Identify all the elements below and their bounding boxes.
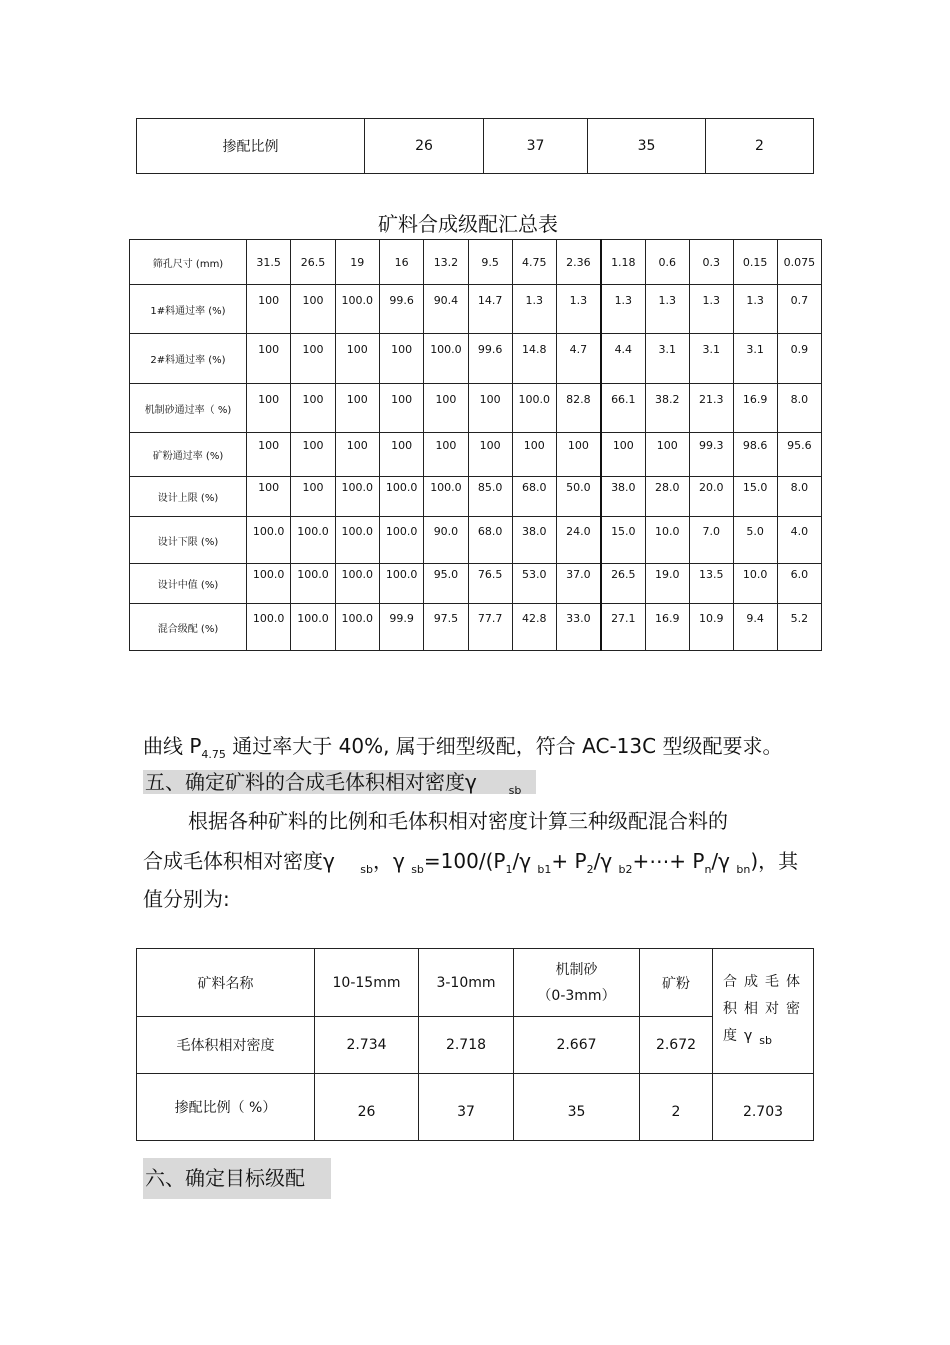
- passing-value: 19.0: [645, 564, 689, 604]
- ratio-table: [136, 118, 814, 174]
- passing-value: 10.0: [733, 564, 777, 604]
- passing-value: 100: [246, 477, 290, 517]
- passing-value: 100.0: [379, 517, 423, 564]
- text: 通过率大于 40%, 属于细型级配，符合 AC-13C 型级配要求。: [225, 734, 783, 758]
- passing-value: 42.8: [512, 604, 556, 651]
- passing-value: 5.0: [733, 517, 777, 564]
- text: /γ: [512, 849, 532, 873]
- table-row: [137, 949, 814, 1017]
- passing-value: 100: [379, 334, 423, 384]
- passing-value: 85.0: [468, 477, 512, 517]
- heading-text: 六、确定目标级配: [143, 1158, 331, 1199]
- passing-value: 15.0: [733, 477, 777, 517]
- table-row: [130, 477, 822, 517]
- row-label: 筛孔尺寸 (mm): [130, 240, 247, 285]
- sieve-size: 4.75: [512, 240, 556, 285]
- row-label: 2#料通过率 (%): [130, 334, 247, 384]
- passing-value: 100.0: [379, 477, 423, 517]
- passing-value: 7.0: [689, 517, 733, 564]
- passing-value: 100.0: [335, 564, 379, 604]
- subscript: 2: [586, 863, 594, 876]
- passing-value: 1.3: [733, 285, 777, 334]
- passing-value: 50.0: [556, 477, 600, 517]
- ratio-value: 26: [315, 1074, 419, 1141]
- synthetic-density-value: 2.703: [713, 1074, 814, 1141]
- passing-value: 100: [335, 334, 379, 384]
- text: )，其: [750, 849, 799, 873]
- passing-value: 4.4: [601, 334, 645, 384]
- row-label: 机制砂通过率（ %): [130, 384, 247, 433]
- passing-value: 100: [468, 384, 512, 433]
- text: + P: [551, 849, 587, 873]
- table-row: [137, 1017, 814, 1074]
- row-label: 设计中值 (%): [130, 564, 247, 604]
- table-row: [130, 433, 822, 477]
- passing-value: 20.0: [689, 477, 733, 517]
- passing-value: 100: [291, 433, 335, 477]
- gradation-conclusion: [143, 730, 782, 761]
- passing-value: 1.3: [689, 285, 733, 334]
- passing-value: 1.3: [601, 285, 645, 334]
- passing-value: 100: [379, 384, 423, 433]
- subscript: 4.75: [201, 748, 226, 761]
- passing-value: 10.9: [689, 604, 733, 651]
- passing-value: 0.7: [777, 285, 821, 334]
- passing-value: 9.4: [733, 604, 777, 651]
- passing-value: 68.0: [512, 477, 556, 517]
- ratio-value: 26: [365, 119, 484, 174]
- ratio-value: 37: [484, 119, 588, 174]
- density-value: 2.734: [315, 1017, 419, 1074]
- gradation-summary-table: [129, 239, 822, 651]
- table-row: [137, 1074, 814, 1141]
- formula-line: [143, 845, 798, 876]
- passing-value: 4.7: [556, 334, 600, 384]
- paragraph-line: 根据各种矿料的比例和毛体积相对密度计算三种级配混合料的: [188, 809, 728, 833]
- ratio-value: 35: [588, 119, 706, 174]
- passing-value: 100: [468, 433, 512, 477]
- passing-value: 100.0: [424, 477, 468, 517]
- sieve-size: 0.3: [689, 240, 733, 285]
- passing-value: 1.3: [556, 285, 600, 334]
- subscript: sb: [360, 863, 373, 876]
- subscript: n: [704, 863, 712, 876]
- table-row: [130, 604, 822, 651]
- ratio-value: 2: [640, 1074, 713, 1141]
- passing-value: 1.3: [512, 285, 556, 334]
- passing-value: 33.0: [556, 604, 600, 651]
- header-text: （0-3mm）: [537, 987, 616, 1004]
- passing-value: 100: [424, 384, 468, 433]
- passing-value: 100: [601, 433, 645, 477]
- density-value: 2.667: [514, 1017, 640, 1074]
- passing-value: 8.0: [777, 477, 821, 517]
- passing-value: 1.3: [645, 285, 689, 334]
- text: =100/(P: [423, 849, 506, 873]
- subscript: sb: [759, 1033, 773, 1047]
- passing-value: 26.5: [601, 564, 645, 604]
- header-text: 机制砂: [555, 961, 598, 978]
- passing-value: 100.0: [424, 334, 468, 384]
- ratio-value: 35: [514, 1074, 640, 1141]
- text: /γ: [593, 849, 613, 873]
- sieve-size: 16: [379, 240, 423, 285]
- text: 曲线 P: [143, 734, 202, 758]
- sieve-size: 19: [335, 240, 379, 285]
- passing-value: 99.6: [379, 285, 423, 334]
- passing-value: 100.0: [512, 384, 556, 433]
- sieve-size: 0.15: [733, 240, 777, 285]
- ratio-value: 37: [419, 1074, 514, 1141]
- passing-value: 16.9: [733, 384, 777, 433]
- row-label: 设计下限 (%): [130, 517, 247, 564]
- ratio-label: 掺配比例: [137, 119, 365, 174]
- heading-text: 五、确定矿料的合成毛体积相对密度γ: [145, 770, 477, 794]
- passing-value: 76.5: [468, 564, 512, 604]
- passing-value: 100.0: [335, 517, 379, 564]
- passing-value: 100: [556, 433, 600, 477]
- passing-value: 68.0: [468, 517, 512, 564]
- passing-value: 100: [335, 384, 379, 433]
- header-cell: 3-10mm: [419, 949, 514, 1017]
- passing-value: 24.0: [556, 517, 600, 564]
- row-label: 设计上限 (%): [130, 477, 247, 517]
- passing-value: 100: [291, 334, 335, 384]
- passing-value: 3.1: [689, 334, 733, 384]
- sieve-size: 0.6: [645, 240, 689, 285]
- passing-value: 100.0: [379, 564, 423, 604]
- text: 合成毛体积相对密度γ: [143, 849, 335, 873]
- table-row: [130, 564, 822, 604]
- passing-value: 15.0: [601, 517, 645, 564]
- density-table: [136, 948, 814, 1141]
- passing-value: 100.0: [291, 564, 335, 604]
- passing-value: 5.2: [777, 604, 821, 651]
- passing-value: 14.8: [512, 334, 556, 384]
- summary-table-title: 矿料合成级配汇总表: [378, 212, 558, 236]
- passing-value: 82.8: [556, 384, 600, 433]
- passing-value: 100.0: [246, 517, 290, 564]
- passing-value: 8.0: [777, 384, 821, 433]
- header-cell: 矿料名称: [137, 949, 315, 1017]
- table-row: [130, 517, 822, 564]
- header-text: 合成毛体积相对密度γ: [723, 973, 807, 1044]
- passing-value: 10.0: [645, 517, 689, 564]
- passing-value: 0.9: [777, 334, 821, 384]
- subscript: b2: [618, 863, 633, 876]
- ratio-value: 2: [706, 119, 814, 174]
- text: +⋯+ P: [632, 849, 705, 873]
- row-label: 1#料通过率 (%): [130, 285, 247, 334]
- passing-value: 27.1: [601, 604, 645, 651]
- passing-value: 4.0: [777, 517, 821, 564]
- passing-value: 38.0: [512, 517, 556, 564]
- sieve-size: 26.5: [291, 240, 335, 285]
- passing-value: 53.0: [512, 564, 556, 604]
- passing-value: 97.5: [424, 604, 468, 651]
- passing-value: 99.6: [468, 334, 512, 384]
- passing-value: 100.0: [246, 604, 290, 651]
- subscript: sb: [411, 863, 424, 876]
- passing-value: 90.4: [424, 285, 468, 334]
- row-label: 掺配比例（ %）: [137, 1074, 315, 1141]
- sieve-size: 13.2: [424, 240, 468, 285]
- passing-value: 38.2: [645, 384, 689, 433]
- passing-value: 98.6: [733, 433, 777, 477]
- passing-value: 95.6: [777, 433, 821, 477]
- header-cell: 矿粉: [640, 949, 713, 1017]
- passing-value: 3.1: [645, 334, 689, 384]
- passing-value: 100: [335, 433, 379, 477]
- passing-value: 100.0: [335, 477, 379, 517]
- row-label: 矿粉通过率 (%): [130, 433, 247, 477]
- paragraph-line: 值分别为:: [143, 887, 230, 911]
- passing-value: 95.0: [424, 564, 468, 604]
- passing-value: 100: [291, 285, 335, 334]
- text: ，γ: [373, 849, 405, 873]
- passing-value: 100: [246, 334, 290, 384]
- sieve-size: 31.5: [246, 240, 290, 285]
- table-row: [130, 384, 822, 433]
- subscript: 1: [505, 863, 513, 876]
- passing-value: 28.0: [645, 477, 689, 517]
- passing-value: 100.0: [291, 517, 335, 564]
- sieve-size: 0.075: [777, 240, 821, 285]
- table-row: [130, 334, 822, 384]
- passing-value: 14.7: [468, 285, 512, 334]
- passing-value: 100: [291, 384, 335, 433]
- subscript: b1: [537, 863, 552, 876]
- passing-value: 77.7: [468, 604, 512, 651]
- passing-value: 100.0: [335, 604, 379, 651]
- sieve-size: 1.18: [601, 240, 645, 285]
- passing-value: 99.3: [689, 433, 733, 477]
- header-cell: [713, 949, 814, 1074]
- header-cell: 10-15mm: [315, 949, 419, 1017]
- passing-value: 100.0: [335, 285, 379, 334]
- passing-value: 16.9: [645, 604, 689, 651]
- passing-value: 99.9: [379, 604, 423, 651]
- passing-value: 21.3: [689, 384, 733, 433]
- subscript: bn: [736, 863, 751, 876]
- passing-value: 100.0: [246, 564, 290, 604]
- passing-value: 100.0: [291, 604, 335, 651]
- row-label: 毛体积相对密度: [137, 1017, 315, 1074]
- passing-value: 100: [246, 433, 290, 477]
- passing-value: 100: [645, 433, 689, 477]
- passing-value: 100: [424, 433, 468, 477]
- header-cell: [514, 949, 640, 1017]
- passing-value: 100: [379, 433, 423, 477]
- sieve-size: 9.5: [468, 240, 512, 285]
- passing-value: 13.5: [689, 564, 733, 604]
- passing-value: 3.1: [733, 334, 777, 384]
- passing-value: 100: [512, 433, 556, 477]
- section-heading-5: [143, 766, 536, 797]
- sieve-size: 2.36: [556, 240, 600, 285]
- passing-value: 100: [246, 285, 290, 334]
- text: /γ: [711, 849, 730, 873]
- passing-value: 100: [246, 384, 290, 433]
- density-value: 2.672: [640, 1017, 713, 1074]
- passing-value: 100: [291, 477, 335, 517]
- passing-value: 66.1: [601, 384, 645, 433]
- passing-value: 37.0: [556, 564, 600, 604]
- passing-value: 6.0: [777, 564, 821, 604]
- table-row: [130, 285, 822, 334]
- table-row: [130, 240, 822, 285]
- row-label: 混合级配 (%): [130, 604, 247, 651]
- passing-value: 90.0: [424, 517, 468, 564]
- table-row: [137, 119, 814, 174]
- section-heading-6: [143, 1158, 331, 1199]
- subscript: sb: [508, 784, 522, 797]
- passing-value: 38.0: [601, 477, 645, 517]
- density-value: 2.718: [419, 1017, 514, 1074]
